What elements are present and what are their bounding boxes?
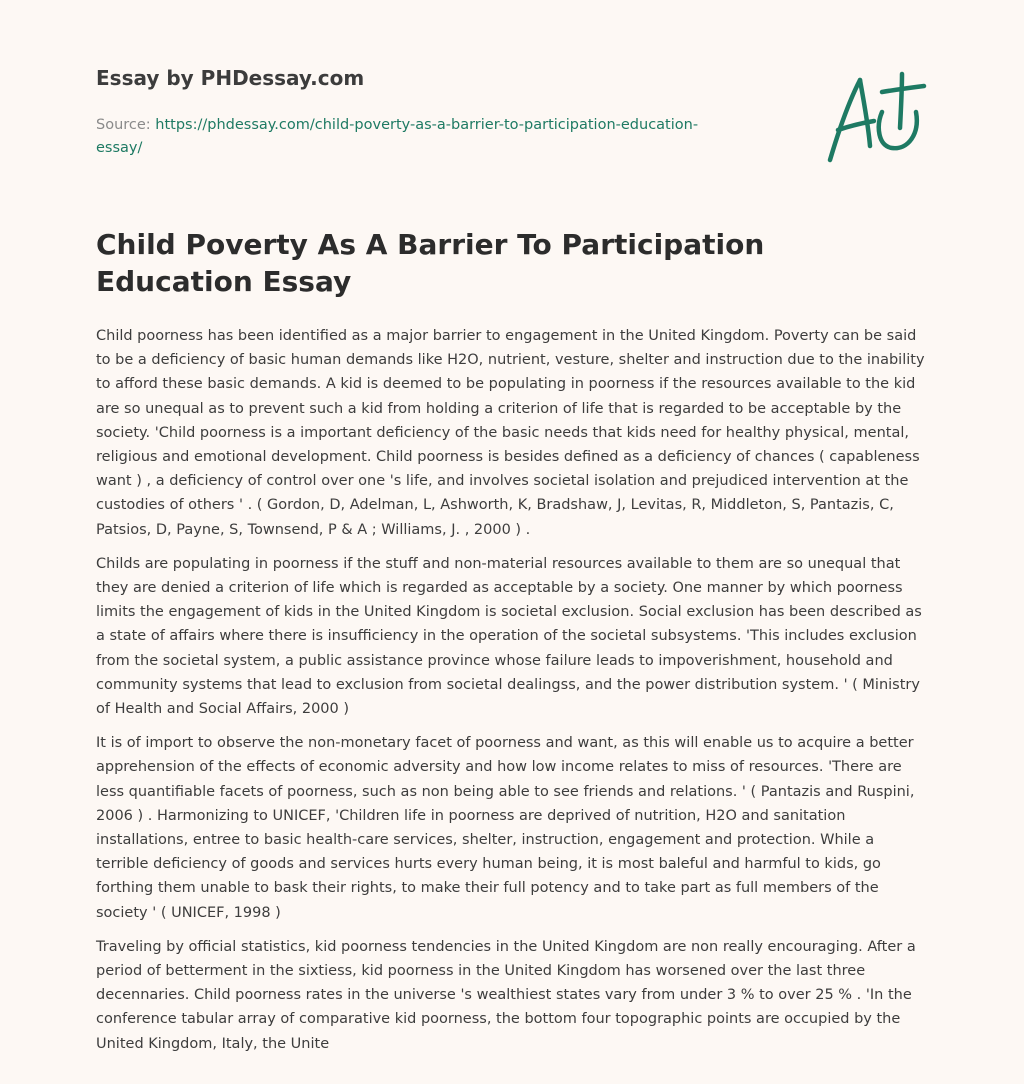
source-link[interactable]: https://phdessay.com/child-poverty-as-a-barrier-to-participation-education-essay/ <box>96 117 699 156</box>
essay-paragraph: Child poorness has been identified as a major barrier to engagement in the United Kingdom. Poverty can be said to be a deficiency of basic human demands like H2O, nutrient, vesture, shelter and instruction due to the inability to afford these basic demands. A kid is deemed to be populating in poorness if the resources available to the kid are so unequal as to prevent such a kid from holding a criterion of life that is regarded to be acceptable by the society. 'Child poorness is a important deficiency of the basic needs that kids need for healthy physical, mental, religious and emotional development. Child poorness is besides defined as a deficiency of chances ( capableness want ) , a deficiency of control over one 's life, and involves societal isolation and prejudiced intervention at the custodies of others ' . ( Gordon, D, Adelman, L, Ashworth, K, Bradshaw, J, Levitas, R, Middleton, S, Pantazis, C, Patsios, D, Payne, S, Townsend, P & A ; Williams, J. , 2000 ) . <box>96 328 925 538</box>
source-line <box>96 114 736 160</box>
site-title: Essay by PHDessay.com <box>96 66 365 90</box>
a-plus-logo-svg <box>820 68 930 168</box>
page-header <box>96 64 796 160</box>
essay-paragraph: Childs are populating in poorness if the stuff and non-material resources available to them are so unequal that they are denied a criterion of life which is regarded as acceptable by a society. One manner by which poorness limits the engagement of kids in the United Kingdom is societal exclusion. Social exclusion has been described as a state of affairs where there is insufficiency in the operation of the societal subsystems. 'This includes exclusion from the societal system, a public assistance province whose failure leads to impoverishment, household and community systems that lead to exclusion from societal dealingss, and the power distribution system. ' ( Ministry of Health and Social Affairs, 2000 ) <box>96 555 922 718</box>
essay-paragraph: It is of import to observe the non-monetary facet of poorness and want, as this will enable us to acquire a better apprehension of the effects of economic adversity and how low income relates to miss of resources. 'There are less quantifiable facets of poorness, such as non being able to see friends and relations. ' ( Pantazis and Ruspini, 2006 ) . Harmonizing to UNICEF, 'Children life in poorness are deprived of nutrition, H2O and sanitation installations, entree to basic health-care services, shelter, instruction, engagement and protection. While a terrible deficiency of goods and services hurts every human being, it is most baleful and harmful to kids, go forthing them unable to bask their rights, to make their full potency and to take part as full members of the society ' ( UNICEF, 1998 ) <box>96 735 915 921</box>
essay-paragraph: Traveling by official statistics, kid poorness tendencies in the United Kingdom are non really encouraging. After a period of betterment in the sixtiess, kid poorness in the United Kingdom has worsened over the last three decennaries. Child poorness rates in the universe 's wealthiest states vary from under 3 % to over 25 % . 'In the conference tabular array of comparative kid poorness, the bottom four topographic points are occupied by the United Kingdom, Italy, the Unite <box>96 938 916 1052</box>
essay-body <box>96 324 928 1066</box>
source-label: Source: <box>96 117 156 133</box>
a-plus-grade-icon <box>820 68 930 168</box>
essay-title: Child Poverty As A Barrier To Participation Education Essay <box>96 228 765 298</box>
